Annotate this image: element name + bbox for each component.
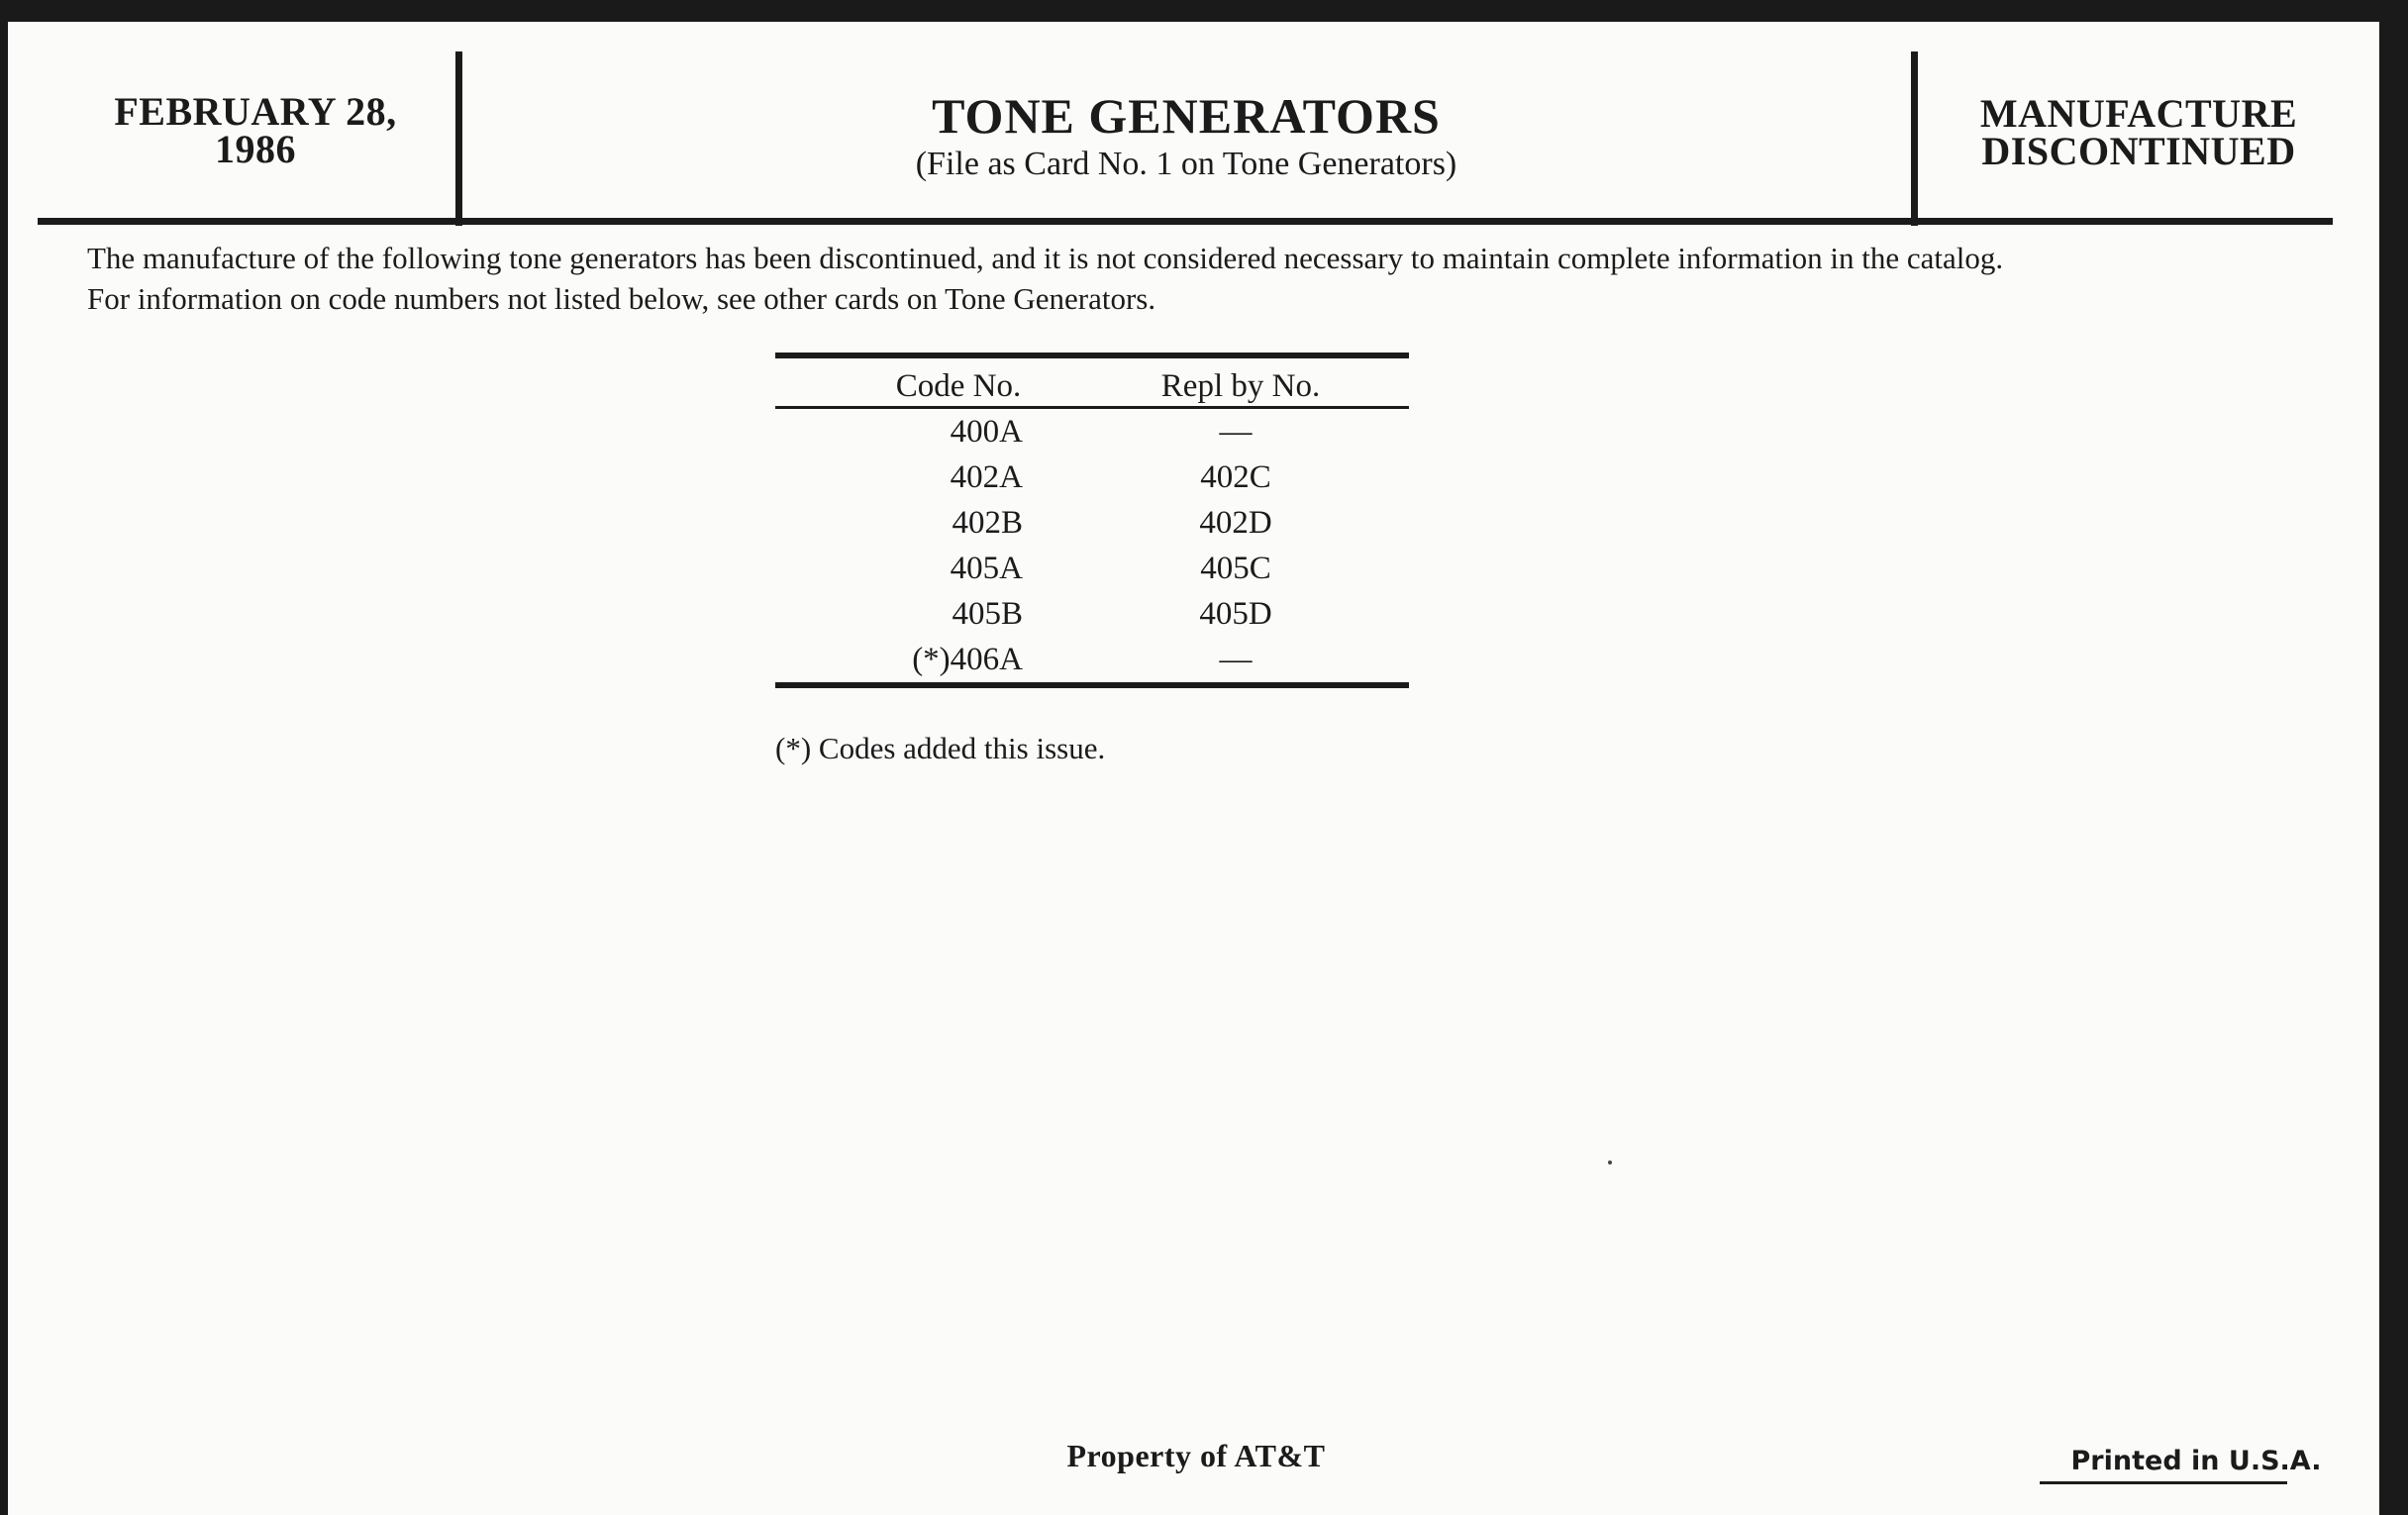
print-speck	[1608, 1161, 1612, 1164]
printed-notice: Printed in U.S.A.	[2070, 1446, 2322, 1476]
table-row	[775, 409, 1409, 454]
table-header-row	[775, 358, 1409, 406]
page-title: TONE GENERATORS	[932, 88, 1441, 144]
code-cell: (*)406A	[912, 642, 1023, 677]
intro-line-1: The manufacture of the following tone generators has been discontinued, and it is not considered necessary to maintain complete information in the catalog.	[87, 241, 2004, 275]
intro-line-2: For information on code numbers not listed below, see other cards on Tone Generators.	[87, 281, 1156, 316]
status-label	[1921, 91, 2357, 173]
header-divider-right	[1911, 51, 1918, 226]
catalog-card	[8, 22, 2379, 1515]
header-title-block	[463, 89, 1909, 184]
code-cell: 400A	[950, 414, 1023, 450]
issue-date	[48, 89, 463, 171]
table-row	[775, 591, 1409, 637]
replacement-cell: 402C	[1200, 459, 1271, 495]
status-line2: DISCONTINUED	[1981, 129, 2296, 173]
replacement-cell: —	[1219, 414, 1253, 450]
table-row	[775, 500, 1409, 546]
replacement-cell: 402D	[1199, 505, 1272, 541]
column-header-code: Code No.	[895, 368, 1022, 404]
column-header-replacement: Repl by No.	[1160, 368, 1321, 404]
replacement-cell: —	[1219, 642, 1253, 677]
status-line1: MANUFACTURE	[1979, 91, 2298, 136]
code-cell: 405A	[950, 551, 1023, 586]
code-cell: 402B	[952, 505, 1023, 541]
intro-paragraph	[87, 238, 2325, 319]
table-bottom-rule	[775, 682, 1409, 688]
table-footnote: (*) Codes added this issue.	[775, 731, 1106, 765]
page-subtitle: (File as Card No. 1 on Tone Generators)	[915, 146, 1457, 182]
header-rule	[38, 218, 2333, 225]
property-notice: Property of AT&T	[1066, 1438, 1326, 1473]
code-cell: 405B	[952, 596, 1023, 632]
code-cell: 402A	[950, 459, 1023, 495]
issue-date-line2: 1986	[215, 127, 296, 171]
issue-date-line1: FEBRUARY 28,	[114, 89, 397, 134]
replacement-cell: 405C	[1200, 551, 1271, 586]
table-row	[775, 454, 1409, 500]
replacement-table	[775, 353, 1409, 688]
table-row	[775, 637, 1409, 682]
header-divider-left	[455, 51, 462, 226]
replacement-cell: 405D	[1199, 596, 1272, 632]
printed-underline	[2040, 1481, 2287, 1484]
table-row	[775, 546, 1409, 591]
